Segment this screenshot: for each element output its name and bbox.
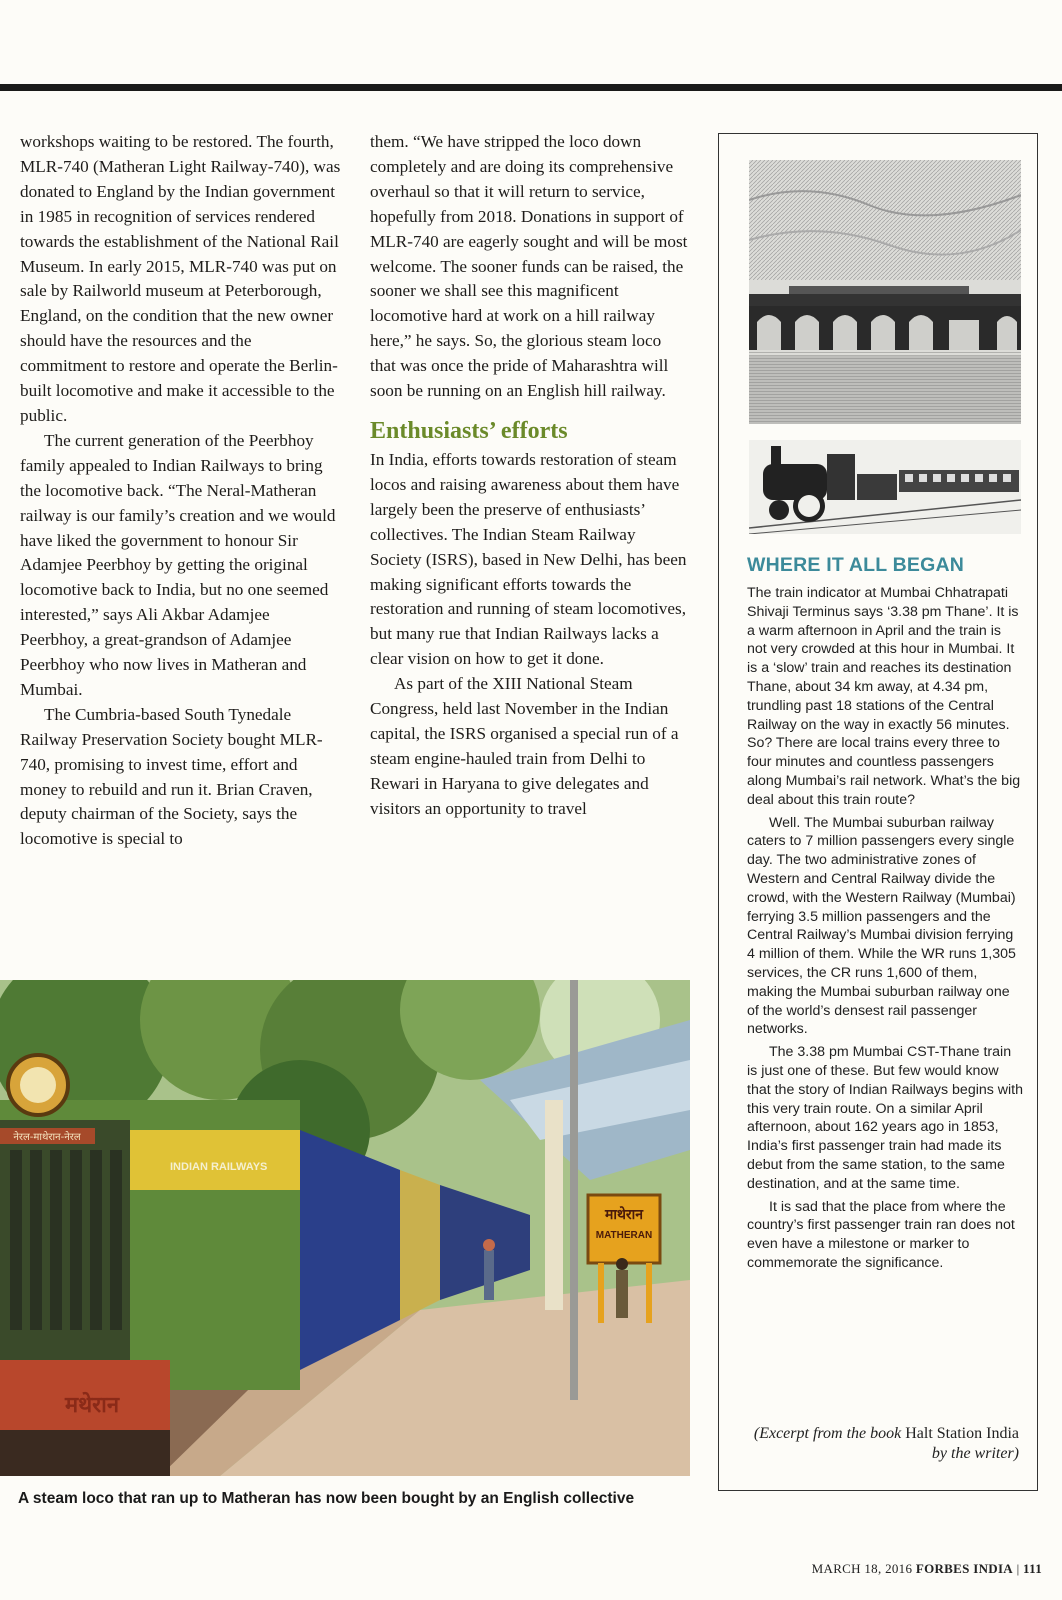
sidebar-box <box>718 133 1038 1491</box>
issue-date: MARCH 18, 2016 <box>811 1561 913 1576</box>
body-paragraph: In India, efforts towards restoration of steam locos and raising awareness about them have largely been the preserve of enthusiasts’ collectives. The Indian Steam Railway Society (ISRS), based in New Delhi, has been making significant efforts towards the restoration and running of steam locomotives, but many rue that Indian Railways lacks a clear vision on how to get it done. <box>370 449 687 669</box>
sidebar-paragraph: It is sad that the place from where the country’s first passenger train ran does not even have a milestone or marker to commemorate the significance. <box>747 1198 1015 1271</box>
locomotive-engraving <box>749 440 1021 534</box>
photo-caption: A steam loco that ran up to Matheran has now been bought by an English collective <box>18 1490 635 1507</box>
page-number: 111 <box>1023 1561 1042 1576</box>
body-paragraph: As part of the XIII National Steam Congress, held last November in the Indian capital, the ISRS organised a special run of a steam engine-hauled train from Delhi to Rewari in Haryana to give delegates and visitors an opportunity to travel <box>370 674 679 818</box>
publication-name: FORBES INDIA <box>915 1561 1013 1576</box>
excerpt-text: (Excerpt from the book <box>753 1425 906 1442</box>
body-paragraph: The Cumbria-based South Tynedale Railway Preservation Society bought MLR-740, promising to invest time, effort and money to rebuild and run it. Brian Craven, deputy chairman of the Society, says the locomotive is special to <box>20 704 323 849</box>
sidebar-body <box>747 584 1023 1277</box>
sidebar-paragraph: The 3.38 pm Mumbai CST-Thane train is just one of these. But few would know that the story of Indian Railways begins with this very train route. On a similar April afternoon, about 162 years ago in 1853, India’s first passenger train had made its debut from the same station, to the same destination, and at the same time. <box>747 1044 1024 1192</box>
body-paragraph: them. “We have stripped the loco down completely and are doing its comprehensive overhaul so that it will return to service, hopefully from 2018. Donations in support of MLR-740 are eagerly sought and will be most welcome. The sooner funds can be raised, the sooner we shall see this magnificent locomotive hard at work on a hill railway here,” he says. So, the glorious steam loco that was once the pride of Maharashtra will soon be running on an English hill railway. <box>370 132 688 401</box>
body-paragraph: The current generation of the Peerbhoy family appealed to Indian Railways to bring the locomotive back. “The Neral-Matheran railway is our family’s creation and we would have liked the government to honour Sir Adamjee Peerbhoy by getting the original locomotive back to India, but no one seemed interested,” says Ali Akbar Adamjee Peerbhoy, a great-grandson of Adamjee Peerbhoy who now lives in Matheran and Mumbai. <box>20 430 336 699</box>
footer-separator: | <box>1016 1561 1020 1576</box>
sidebar-paragraph: The train indicator at Mumbai Chhatrapati Shivaji Terminus says ‘3.38 pm Thane’. It is a warm afternoon in April and the train is not very crowded at this hour in Mumbai. It is a ‘slow’ train and reaches its destination Thane, about 34 km away, at 4.34 pm, trundling past 18 stations of the Central Railway on the way in exactly 56 minutes. So? There are local trains every three to four minutes and countless passengers along Mumbai’s rail network. What’s the big deal about this train route? <box>747 585 1021 808</box>
loco-front-text: मथेरान <box>64 1393 120 1418</box>
sidebar-excerpt-credit <box>747 1424 1019 1464</box>
matheran-train-photo <box>0 980 690 1476</box>
top-rule <box>0 84 1062 91</box>
section-subhead: Enthusiasts’ efforts <box>370 417 568 444</box>
station-sign-english: MATHERAN <box>595 1230 653 1241</box>
excerpt-book-title: Halt Station India <box>905 1425 1019 1442</box>
excerpt-text: by the writer) <box>931 1445 1019 1462</box>
bridge-engraving <box>749 160 1021 424</box>
body-paragraph: workshops waiting to be restored. The fourth, MLR-740 (Matheran Light Railway-740), was donated to England by the Indian government in 1985 in recognition of services rendered towards the establishment of the National Rail Museum. In early 2015, MLR-740 was put on sale by Railworld museum at Peterborough, England, on the condition that the new owner should have the resources and the commitment to restore and operate the Berlin-built locomotive and make it accessible to the public. <box>20 132 341 425</box>
station-sign-hindi: माथेरान <box>604 1207 644 1223</box>
article-column-2 <box>370 130 690 822</box>
loco-side-text: INDIAN RAILWAYS <box>170 1161 268 1173</box>
article-column-1 <box>20 130 342 852</box>
sidebar-title: WHERE IT ALL BEGAN <box>747 554 965 576</box>
page-footer <box>812 1561 1042 1577</box>
loco-name-plate: नेरल-माथेरान-नेरल <box>13 1132 81 1143</box>
sidebar-paragraph: Well. The Mumbai suburban railway caters to 7 million passengers every single day. The two administrative zones of Western and Central Railway divide the crowd, with the Western Railway (Mumbai) ferrying 3.5 million passengers and the Central Railway’s Mumbai division ferrying 4 million of them. While the WR runs 1,305 services, the CR runs 1,600 of them, making the Mumbai suburban railway one of the world’s densest rail passenger networks. <box>747 814 1016 1038</box>
